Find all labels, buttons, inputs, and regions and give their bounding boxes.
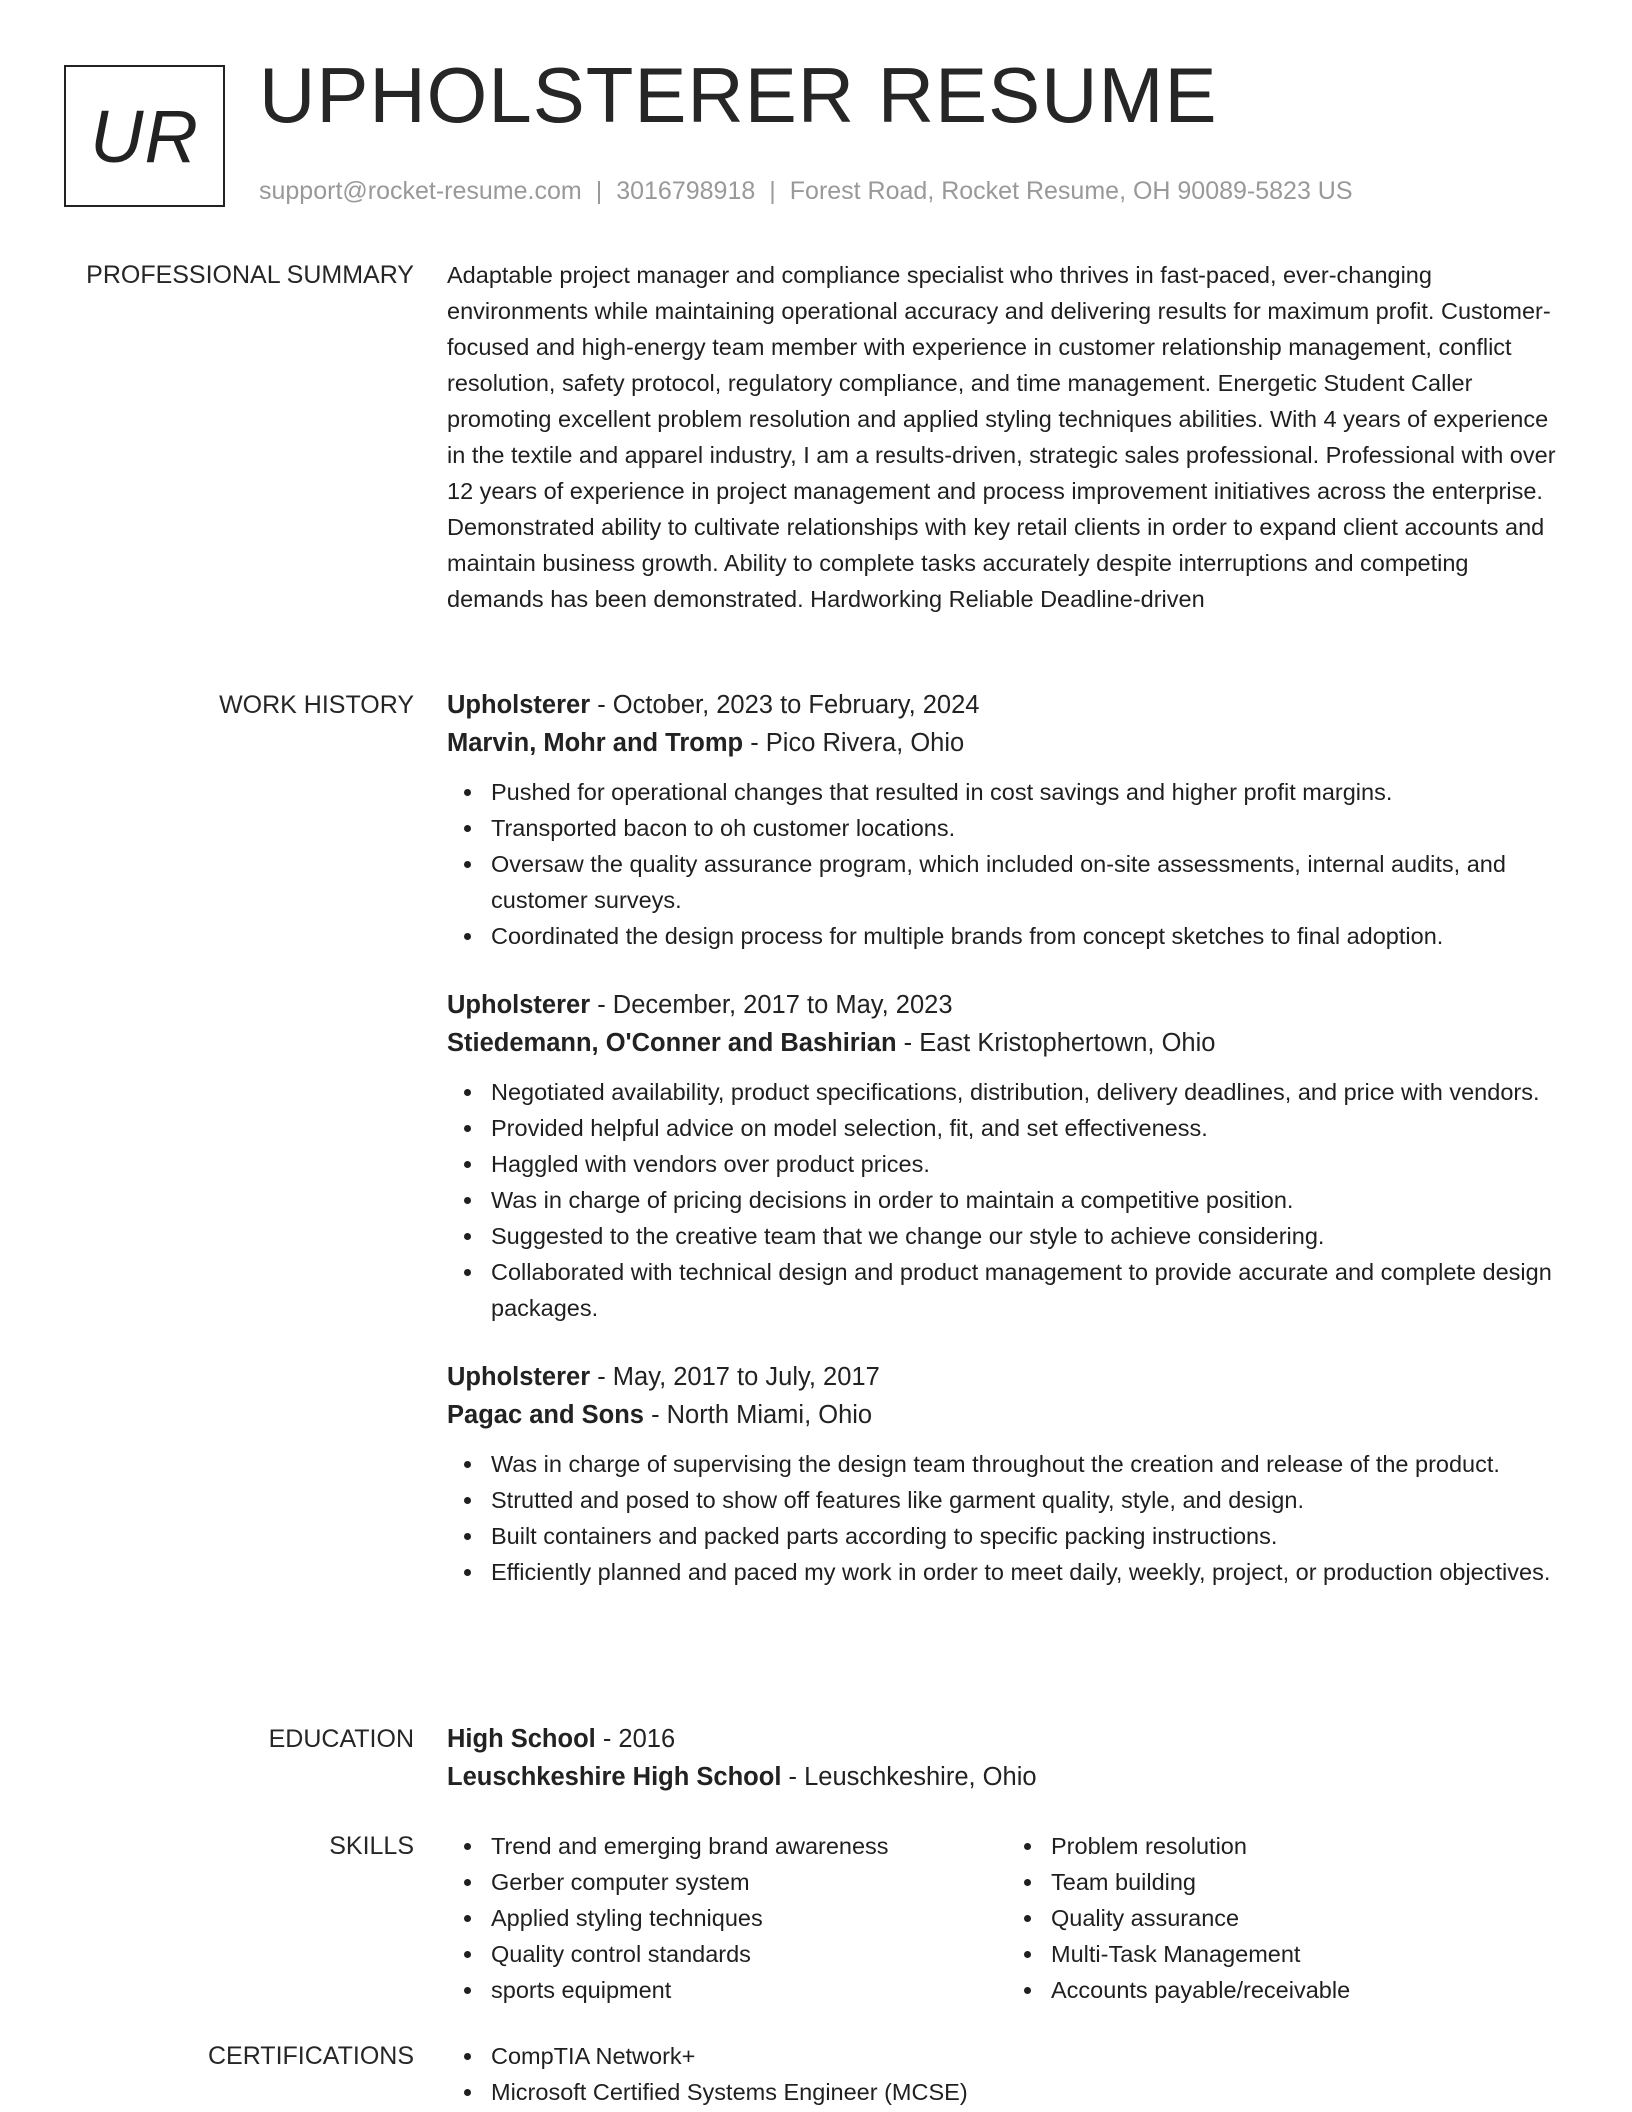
skills-grid xyxy=(447,1828,1567,2008)
job-duty: Coordinated the design process for multiple brands from concept sketches to final adoption. xyxy=(491,918,1567,954)
job-duty: Transported bacon to oh customer locations. xyxy=(491,810,1567,846)
certifications-list xyxy=(447,2038,1567,2110)
skill-item: Gerber computer system xyxy=(491,1864,1007,1900)
skill-item: Quality control standards xyxy=(491,1936,1007,1972)
job-duty: Was in charge of supervising the design team throughout the creation and release of the product. xyxy=(491,1446,1567,1482)
job-duty: Pushed for operational changes that resulted in cost savings and higher profit margins. xyxy=(491,774,1567,810)
job-duty: Was in charge of pricing decisions in order to maintain a competitive position. xyxy=(491,1182,1567,1218)
job-company-line xyxy=(447,1024,1567,1062)
contact-email: support@rocket-resume.com xyxy=(259,177,582,205)
job-location: - North Miami, Ohio xyxy=(643,1401,873,1429)
job-duties-list xyxy=(447,774,1567,954)
summary-text: Adaptable project manager and compliance specialist who thrives in fast-paced, ever-changing environments while maintaining operational accuracy and delivering results for maximum profit. Customer-focused and high-energy team member with experience in customer relationship management, conflict resolution, safety protocol, regulatory compliance, and time management. Energetic Student Caller promoting excellent problem resolution and applied styling techniques abilities. With 4 years of experience in the textile and apparel industry, I am a results-driven, strategic sales professional. Professional with over 12 years of experience in project management and process improvement initiatives across the enterprise. Demonstrated ability to cultivate relationships with key retail clients in order to expand client accounts and maintain business growth. Ability to complete tasks accurately despite interruptions and competing demands has been demonstrated. Hardworking Reliable Deadline-driven xyxy=(447,262,1556,612)
job-duties-list xyxy=(447,1074,1567,1326)
job-dates: - December, 2017 to May, 2023 xyxy=(590,991,953,1019)
school-line xyxy=(447,1758,1567,1796)
monogram-logo: UR xyxy=(64,65,225,207)
skill-item: Applied styling techniques xyxy=(491,1900,1007,1936)
certification-item: CompTIA Network+ xyxy=(491,2038,1567,2074)
job-location: - Pico Rivera, Ohio xyxy=(743,729,965,757)
job-company: Pagac and Sons xyxy=(447,1401,644,1429)
job-dates: - May, 2017 to July, 2017 xyxy=(590,1363,880,1391)
job-location: - East Kristophertown, Ohio xyxy=(896,1029,1216,1057)
job-title: Upholsterer xyxy=(447,1363,591,1391)
job-dates: - October, 2023 to February, 2024 xyxy=(590,691,980,719)
job-duty: Built containers and packed parts according to specific packing instructions. xyxy=(491,1518,1567,1554)
job-duty: Negotiated availability, product specifications, distribution, delivery deadlines, and price with vendors. xyxy=(491,1074,1567,1110)
job-duty: Haggled with vendors over product prices. xyxy=(491,1146,1567,1182)
degree-line xyxy=(447,1720,1567,1758)
skill-item: Problem resolution xyxy=(1051,1828,1567,1864)
job-company-line xyxy=(447,1396,1567,1434)
job-entry xyxy=(447,986,1567,1326)
contact-separator: | xyxy=(595,177,603,205)
contact-phone: 3016798918 xyxy=(616,177,756,205)
degree: High School xyxy=(447,1725,596,1753)
certifications-body xyxy=(447,2038,1567,2110)
skill-item: Quality assurance xyxy=(1051,1900,1567,1936)
job-duty: Suggested to the creative team that we change our style to achieve considering. xyxy=(491,1218,1567,1254)
school-name: Leuschkeshire High School xyxy=(447,1763,782,1791)
job-entry xyxy=(447,1358,1567,1590)
job-title-line xyxy=(447,686,1567,724)
job-title-line xyxy=(447,1358,1567,1396)
skills-list-left xyxy=(447,1828,1007,2008)
section-heading-work-history: WORK HISTORY xyxy=(219,691,414,719)
job-duty: Strutted and posed to show off features like garment quality, style, and design. xyxy=(491,1482,1567,1518)
skill-item: Trend and emerging brand awareness xyxy=(491,1828,1007,1864)
skill-item: Multi-Task Management xyxy=(1051,1936,1567,1972)
work-history-body xyxy=(447,686,1567,1622)
job-title: Upholsterer xyxy=(447,691,591,719)
job-entry xyxy=(447,686,1567,954)
section-heading-certifications: CERTIFICATIONS xyxy=(207,2042,414,2070)
skills-list-right xyxy=(1007,1828,1567,2008)
job-company: Stiedemann, O'Conner and Bashirian xyxy=(447,1029,897,1057)
page-title: UPHOLSTERER RESUME xyxy=(259,51,1218,139)
job-duty: Oversaw the quality assurance program, which included on-site assessments, internal audits, and customer surveys. xyxy=(491,846,1567,918)
job-duty: Collaborated with technical design and product management to provide accurate and complete design packages. xyxy=(491,1254,1567,1326)
contact-line xyxy=(259,176,1353,206)
section-heading-summary: PROFESSIONAL SUMMARY xyxy=(86,261,414,289)
school-location: - Leuschkeshire, Ohio xyxy=(781,1763,1037,1791)
contact-separator: | xyxy=(769,177,776,205)
job-duty: Efficiently planned and paced my work in order to meet daily, weekly, project, or production objectives. xyxy=(491,1554,1567,1590)
job-duties-list xyxy=(447,1446,1567,1590)
certification-item: Microsoft Certified Systems Engineer (MCSE) xyxy=(491,2074,1567,2110)
summary-body xyxy=(447,257,1567,617)
section-heading-education: EDUCATION xyxy=(268,1725,414,1753)
skill-item: Team building xyxy=(1051,1864,1567,1900)
education-body xyxy=(447,1720,1567,1796)
skill-item: sports equipment xyxy=(491,1972,1007,2008)
job-title-line xyxy=(447,986,1567,1024)
job-company: Marvin, Mohr and Tromp xyxy=(447,729,744,757)
skills-body xyxy=(447,1828,1567,2008)
job-company-line xyxy=(447,724,1567,762)
skill-item: Accounts payable/receivable xyxy=(1051,1972,1567,2008)
job-title: Upholsterer xyxy=(447,991,591,1019)
job-duty: Provided helpful advice on model selection, fit, and set effectiveness. xyxy=(491,1110,1567,1146)
graduation-year: - 2016 xyxy=(595,1725,676,1753)
section-heading-skills: SKILLS xyxy=(329,1832,414,1860)
contact-address: Forest Road, Rocket Resume, OH 90089-5823 US xyxy=(789,177,1353,205)
